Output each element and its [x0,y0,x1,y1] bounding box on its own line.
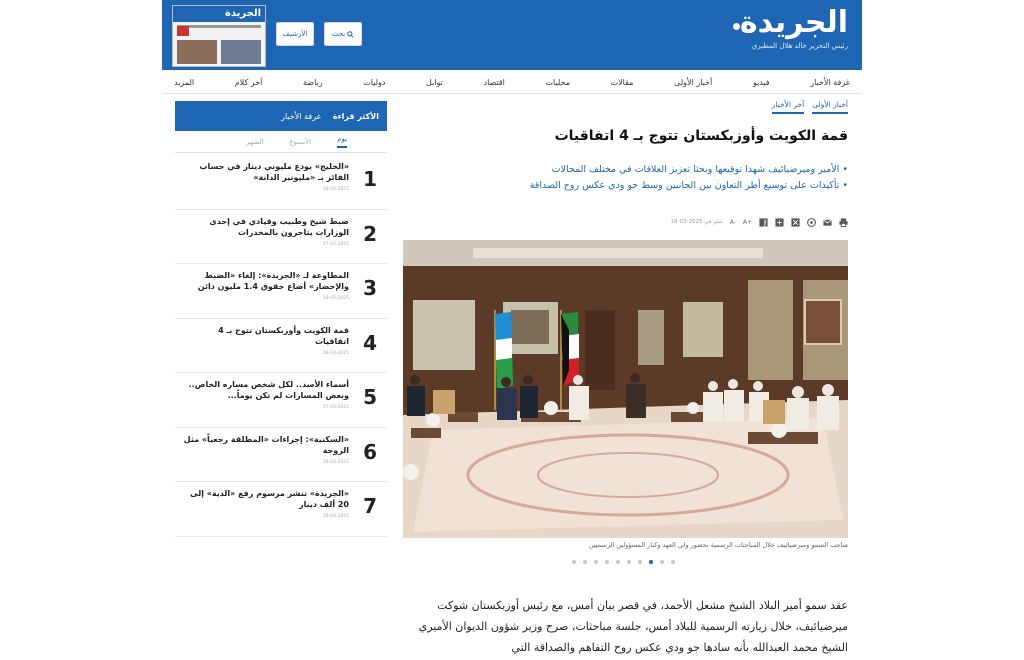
article-highlights [448,162,848,194]
meeting-room-image [403,240,848,538]
slider-dot[interactable] [671,560,675,564]
site-frame [162,0,862,660]
thumbnail-masthead: الجريدة [173,6,265,22]
list-item-title[interactable]: قمة الكويت وأوزبكستان تتوج بـ 4 اتفاقيات [218,325,349,346]
list-item-date: 17-03-2025 [322,405,349,410]
slider-dot[interactable] [660,560,664,564]
facebook-icon[interactable] [759,218,768,227]
tab-week[interactable]: الأسبوع [289,137,312,146]
list-item[interactable] [175,482,387,537]
rank-number: 5 [363,385,377,409]
nav-item[interactable]: محليات [545,78,570,87]
thumbnail-photo [177,40,217,64]
whatsapp-icon[interactable] [807,218,816,227]
rank-number: 6 [363,439,377,464]
tab-most-read[interactable]: الأكثر قراءة [332,111,379,121]
highlight-item: • الأمير وميرضيائيف شهدا توقيعها وبحثا تعزيز العلاقات في مختلف المجالات [551,164,848,175]
print-edition-thumbnail[interactable] [172,5,266,67]
font-decrease-button[interactable]: A- [729,218,736,226]
photo-slider-dots [572,560,675,564]
thumbnail-red-block [177,26,189,36]
nav-item[interactable]: غرفة الأخبار [810,78,850,87]
nav-item[interactable]: رياضة [302,78,323,87]
archive-label: الأرشيف [282,30,308,38]
list-item-title[interactable]: ضبط شيخ وطبيب وقيادي في إحدى الوزارات يتاجرون بالمخدرات [209,216,349,237]
slider-dot[interactable] [572,560,576,564]
thumbnail-photo-2 [221,40,261,64]
highlight-item: • تأكيدات على توسيع أطر التعاون بين الجانبين وسط جو ودي عكس روح الصداقة [529,180,848,191]
list-item-date: 18-03-2025 [322,514,349,519]
list-item-title[interactable]: أسماء الأسد.. لكل شخص مساره الخاص.. وبعض المسارات لم تكن يوماً... [188,380,349,400]
list-item[interactable] [175,373,387,428]
list-item-date: 18-03-2025 [322,459,349,465]
logo-text: الجريدة [739,5,848,40]
list-item-title[interactable]: المطاوعة لـ «الجريدة»: إلغاء «الضبط والإحضار» أضاع حقوق 1.4 مليون دائن [197,271,349,291]
nav-item[interactable]: دوليات [363,78,386,87]
period-tabs [175,131,387,153]
x-icon[interactable] [791,218,800,227]
slider-dot[interactable] [594,560,598,564]
list-item-date: 17-03-2025 [322,241,349,247]
slider-dot[interactable] [583,560,587,564]
site-logo[interactable] [731,6,848,50]
list-item[interactable] [175,155,387,210]
site-header [162,0,862,70]
nav-item[interactable]: أخبار الأولى [674,78,713,87]
nav-item-more[interactable]: المزيد [174,78,195,87]
article-toolbar [408,215,848,229]
tab-month[interactable]: الشهر [245,137,264,146]
slider-dot[interactable] [616,560,620,564]
slider-dot[interactable] [649,560,653,564]
search-icon [347,31,354,38]
list-item[interactable] [175,319,387,374]
nav-item[interactable]: فيديو [752,78,770,87]
photo-caption: صاحب السمو وميرضيائيف خلال المباحثات الرسمية بحضور ولي العهد وكبار المسؤولين الرسميين [588,541,848,549]
list-item[interactable] [175,210,387,265]
rank-number: 4 [363,330,377,355]
slider-dot[interactable] [605,560,609,564]
nav-item[interactable]: اقتصاد [483,78,505,87]
rank-number: 3 [363,276,377,300]
email-icon[interactable] [823,218,832,227]
search-label: بحث [331,30,346,38]
slider-dot[interactable] [638,560,642,564]
list-item[interactable] [175,264,387,319]
highlight-text: الأمير وميرضيائيف شهدا توقيعها وبحثا تعزيز العلاقات في مختلف المجالات [551,164,840,175]
highlight-text: تأكيدات على توسيع أطر التعاون بين الجانبين وسط جو ودي عكس روح الصداقة [529,180,840,191]
nav-item[interactable]: توابل [426,78,443,87]
twitter-icon[interactable] [775,218,784,227]
font-increase-button[interactable]: A+ [742,218,752,226]
most-read-list [175,155,387,537]
breadcrumb [772,100,848,114]
article-title: قمة الكويت وأوزبكستان تتوج بـ 4 اتفاقيات [554,128,848,144]
thumbnail-headline-line [177,25,261,28]
tab-newsroom[interactable]: غرفة الأخبار [281,111,321,121]
logo-dot-icon [733,23,740,30]
list-item-title[interactable]: «الجريدة» تنشر مرسوم رفع «الدية» إلى 20 ألف دينار [190,489,349,509]
list-item[interactable] [175,428,387,483]
archive-button[interactable] [276,22,314,46]
editor-tagline: رئيس التحرير خالد هلال المطيري [751,42,848,50]
slider-dot[interactable] [627,560,631,564]
most-read-sidebar [175,101,387,537]
rank-number: 1 [363,167,377,191]
list-item-date: 18-03-2025 [322,296,349,301]
breadcrumb-item[interactable]: أخبار الأولى [812,100,848,114]
nav-item[interactable]: مقالات [610,78,634,87]
search-button[interactable] [324,22,362,46]
article-body: عقد سمو أمير البلاد الشيخ مشعل الأحمد، في قصر بيان أمس، مع رئيس أوزبكستان شوكت ميرضيائيف، خلال زيارته الرسمية للبلاد أمس، جلسة مباحثات، صرح وزير شؤون الديوان الأميري الشيخ محمد العبدالله بأنه سادها جو ودي عكس روح التفاهم والصداقة التي [418,599,848,654]
publish-date: نشر في 2025-03-18 [670,219,723,225]
print-icon[interactable] [839,218,848,227]
article-main-photo[interactable] [403,240,848,538]
sidebar-header [175,101,387,131]
rank-number: 2 [363,221,377,246]
nav-item[interactable]: آخر كلام [234,78,263,87]
list-item-title[interactable]: «السكنية»: إجراءات «المطلقة رجعياً» مثل الزوجة [183,434,349,455]
list-item-date: 18-03-2025 [322,350,349,356]
tab-day[interactable]: يوم [337,135,347,148]
breadcrumb-item[interactable]: آخر الأخبار [772,100,804,114]
rank-number: 7 [363,494,377,518]
list-item-title[interactable]: «الخليج» يودع مليوني دينار في حساب الفائز بـ «مليونير الدانة» [199,162,349,182]
main-nav [162,72,862,94]
list-item-date: 18-03-2025 [322,187,349,192]
